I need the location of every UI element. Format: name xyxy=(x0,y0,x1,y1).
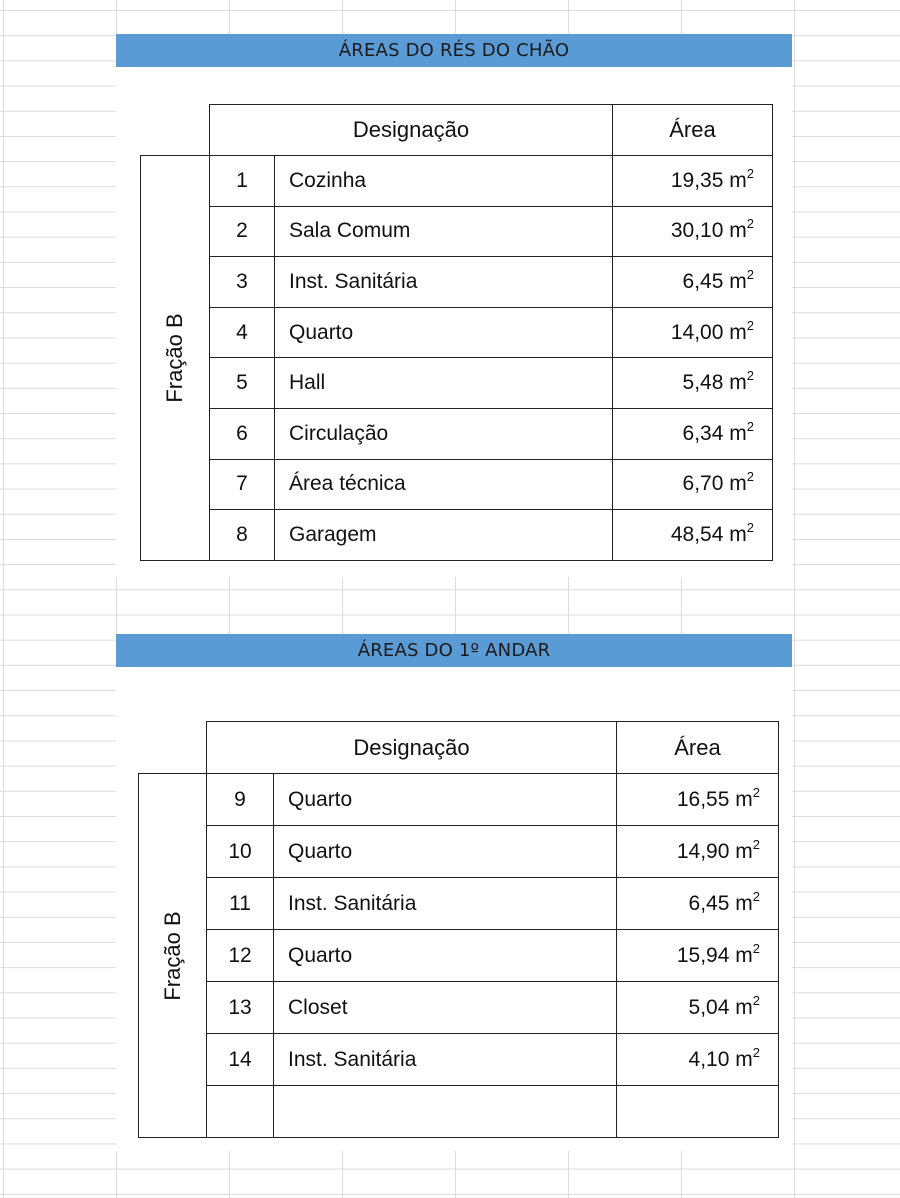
room-area xyxy=(617,982,779,1034)
room-area xyxy=(617,930,779,982)
area-unit-exponent: 2 xyxy=(746,519,754,535)
room-name: Garagem xyxy=(275,510,613,561)
table-row xyxy=(139,930,779,982)
area-unit-exponent: 2 xyxy=(752,888,760,904)
area-value: 19,35 xyxy=(670,168,724,192)
area-unit: m xyxy=(729,371,747,395)
area-value: 30,10 xyxy=(670,219,724,243)
area-unit-exponent: 2 xyxy=(746,418,754,434)
area-unit-exponent: 2 xyxy=(752,836,760,852)
room-number: 13 xyxy=(207,982,274,1034)
room-name: Inst. Sanitária xyxy=(274,1034,617,1086)
header-area: Área xyxy=(613,105,773,156)
area-unit-exponent: 2 xyxy=(746,165,754,181)
area-value: 14,90 xyxy=(676,839,730,863)
area-value: 6,34 xyxy=(682,421,724,445)
room-area xyxy=(613,358,773,409)
area-value: 48,54 xyxy=(670,522,724,546)
room-area xyxy=(613,510,773,561)
room-number: 4 xyxy=(210,307,275,358)
room-area xyxy=(617,826,779,878)
room-name: Cozinha xyxy=(275,156,613,207)
area-unit: m xyxy=(735,1047,753,1071)
area-unit: m xyxy=(735,891,753,915)
table-row xyxy=(141,206,773,257)
room-area xyxy=(613,206,773,257)
area-value: 6,70 xyxy=(682,472,724,496)
area-unit: m xyxy=(735,839,753,863)
area-value: 14,00 xyxy=(670,320,724,344)
group-label-cell xyxy=(141,156,210,561)
area-unit-exponent: 2 xyxy=(746,368,754,384)
table-row xyxy=(139,982,779,1034)
room-number: 1 xyxy=(210,156,275,207)
room-number: 6 xyxy=(210,408,275,459)
area-value: 4,10 xyxy=(688,1047,730,1071)
area-unit: m xyxy=(735,943,753,967)
area-value: 5,04 xyxy=(688,995,730,1019)
area-value: 6,45 xyxy=(682,269,724,293)
room-name: Inst. Sanitária xyxy=(274,878,617,930)
area-value: 16,55 xyxy=(676,787,730,811)
area-unit-exponent: 2 xyxy=(746,216,754,232)
table-row xyxy=(141,358,773,409)
area-value: 15,94 xyxy=(676,943,730,967)
area-unit-exponent: 2 xyxy=(746,266,754,282)
area-unit-exponent: 2 xyxy=(752,1044,760,1060)
room-name: Quarto xyxy=(274,774,617,826)
room-number: 12 xyxy=(207,930,274,982)
area-unit: m xyxy=(729,421,747,445)
table-row xyxy=(139,774,779,826)
table-row xyxy=(139,878,779,930)
room-number: 14 xyxy=(207,1034,274,1086)
table-row xyxy=(139,1034,779,1086)
area-unit-exponent: 2 xyxy=(746,469,754,485)
room-name: Circulação xyxy=(275,408,613,459)
room-area xyxy=(613,156,773,207)
section-title-ground-floor: ÁREAS DO RÉS DO CHÃO xyxy=(116,34,792,67)
room-number: 2 xyxy=(210,206,275,257)
empty-cell xyxy=(207,1086,274,1138)
table-row xyxy=(141,459,773,510)
room-number: 10 xyxy=(207,826,274,878)
empty-cell xyxy=(617,1086,779,1138)
areas-table-first-floor xyxy=(138,721,779,1138)
room-area xyxy=(617,1034,779,1086)
room-name: Quarto xyxy=(274,826,617,878)
area-unit: m xyxy=(729,269,747,293)
table-row xyxy=(141,408,773,459)
room-name: Quarto xyxy=(275,307,613,358)
table-header-row xyxy=(141,105,773,156)
area-unit-exponent: 2 xyxy=(752,940,760,956)
blank-corner-cell xyxy=(141,105,210,156)
room-name: Hall xyxy=(275,358,613,409)
group-label: Fração B xyxy=(162,313,187,403)
empty-table-row xyxy=(139,1086,779,1138)
table-row xyxy=(141,307,773,358)
blank-corner-cell xyxy=(139,722,207,774)
area-unit-exponent: 2 xyxy=(746,317,754,333)
area-unit: m xyxy=(729,320,747,344)
room-name: Área técnica xyxy=(275,459,613,510)
area-value: 6,45 xyxy=(688,891,730,915)
empty-cell xyxy=(274,1086,617,1138)
area-unit: m xyxy=(729,522,747,546)
room-number: 7 xyxy=(210,459,275,510)
areas-table-ground-floor xyxy=(140,104,773,561)
group-label: Fração B xyxy=(159,910,185,1001)
header-area: Área xyxy=(617,722,779,774)
room-area xyxy=(613,257,773,308)
room-number: 3 xyxy=(210,257,275,308)
room-area xyxy=(613,307,773,358)
room-number: 8 xyxy=(210,510,275,561)
room-number: 9 xyxy=(207,774,274,826)
room-area xyxy=(617,774,779,826)
area-unit: m xyxy=(735,995,753,1019)
room-name: Inst. Sanitária xyxy=(275,257,613,308)
room-area xyxy=(613,408,773,459)
section-title-first-floor: ÁREAS DO 1º ANDAR xyxy=(116,634,792,667)
area-unit-exponent: 2 xyxy=(752,992,760,1008)
room-area xyxy=(617,878,779,930)
area-unit: m xyxy=(729,219,747,243)
room-name: Sala Comum xyxy=(275,206,613,257)
area-unit: m xyxy=(729,168,747,192)
header-designation: Designação xyxy=(210,105,613,156)
table-header-row xyxy=(139,722,779,774)
room-number: 11 xyxy=(207,878,274,930)
table-row xyxy=(141,510,773,561)
area-unit: m xyxy=(735,787,753,811)
room-number: 5 xyxy=(210,358,275,409)
table-row xyxy=(141,156,773,207)
area-unit-exponent: 2 xyxy=(752,784,760,800)
room-name: Closet xyxy=(274,982,617,1034)
table-row xyxy=(141,257,773,308)
room-name: Quarto xyxy=(274,930,617,982)
header-designation: Designação xyxy=(207,722,617,774)
group-label-cell xyxy=(139,774,207,1138)
room-area xyxy=(613,459,773,510)
area-unit: m xyxy=(729,472,747,496)
table-row xyxy=(139,826,779,878)
area-value: 5,48 xyxy=(682,371,724,395)
